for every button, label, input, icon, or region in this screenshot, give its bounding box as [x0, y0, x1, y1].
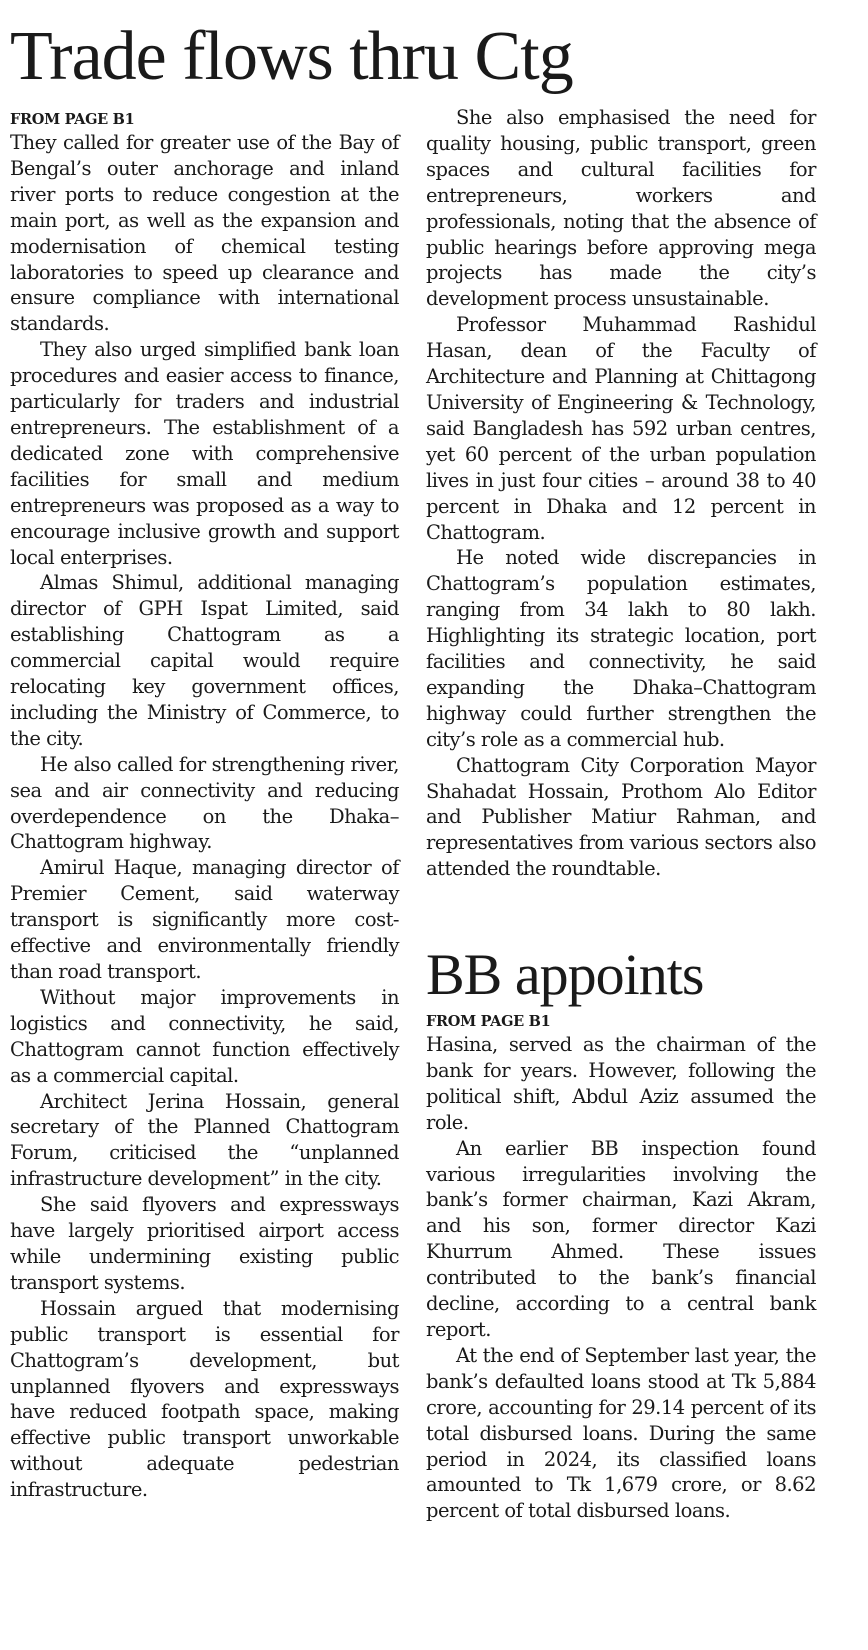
- article-paragraph: Hasina, served as the chairman of the bank for years. However, following the political shift, Abdul Aziz assumed the role.: [426, 1033, 816, 1134]
- article-paragraph: Chattogram City Corporation Mayor Shahadat Hossain, Prothom Alo Editor and Publisher Matiur Rahman, and representatives from various sectors also attended the roundtable.: [426, 753, 816, 881]
- article-paragraph: He noted wide discrepancies in Chattogram’s population estimates, ranging from 34 lakh to 80 lakh. Highlighting its strategic location, port facilities and connectivity, he said expanding the Dhaka–Chattogram highway could further strengthen the city’s role as a commercial hub.: [426, 546, 816, 751]
- article-paragraph: Amirul Haque, managing director of Premier Cement, said waterway transport is significantly more cost-effective and environmentally friendly than road transport.: [10, 856, 399, 983]
- article-paragraph: Almas Shimul, additional managing director of GPH Ispat Limited, said establishing Chattogram as a commercial capital would require relocating key government offices, including the Ministry of Commerce, to the city.: [10, 571, 399, 750]
- continuation-kicker: FROM PAGE B1: [10, 111, 135, 128]
- article-paragraph: She said flyovers and expressways have largely prioritised airport access while undermining existing public transport systems.: [10, 1193, 399, 1294]
- article-column-right: [426, 105, 816, 882]
- second-article-headline: BB appoints: [426, 942, 704, 1007]
- article-paragraph: She also emphasised the need for quality housing, public transport, green spaces and cultural facilities for entrepreneurs, workers and professionals, noting that the absence of public hearings before approving mega projects has made the city’s development process unsustainable.: [426, 106, 816, 311]
- article-paragraph: At the end of September last year, the bank’s defaulted loans stood at Tk 5,884 crore, accounting for 29.14 percent of its total disbursed loans. During the same period in 2024, its classified loans amounted to Tk 1,679 crore, or 8.62 percent of total disbursed loans.: [426, 1343, 816, 1523]
- article-paragraph: Architect Jerina Hossain, general secretary of the Planned Chattogram Forum, criticised the “unplanned infrastructure development” in the city.: [10, 1089, 399, 1191]
- article-paragraph: He also called for strengthening river, sea and air connectivity and reducing overdependence on the Dhaka–Chattogram highway.: [10, 752, 399, 854]
- second-article-body: [426, 1013, 816, 1524]
- article-paragraph: An earlier BB inspection found various irregularities involving the bank’s former chairman, Kazi Akram, and his son, former director Kazi Khurrum Ahmed. These issues contributed to the bank’s financial decline, according to a central bank report.: [426, 1136, 816, 1341]
- article-paragraph: They also urged simplified bank loan procedures and easier access to finance, particularly for traders and industrial entrepreneurs. The establishment of a dedicated zone with comprehensive facilities for small and medium entrepreneurs was proposed as a way to encourage inclusive growth and support local enterprises.: [10, 338, 399, 569]
- article-headline: Trade flows thru Ctg: [10, 18, 573, 95]
- article-paragraph: Without major improvements in logistics and connectivity, he said, Chattogram cannot function effectively as a commercial capital.: [10, 985, 399, 1087]
- article-column-left: [10, 111, 399, 1503]
- continuation-kicker: FROM PAGE B1: [426, 1013, 551, 1030]
- article-paragraph: Hossain argued that modernising public transport is essential for Chattogram’s development, but unplanned flyovers and expressways have reduced footpath space, making effective public transport unworkable without adequate pedestrian infrastructure.: [10, 1296, 399, 1502]
- article-paragraph: They called for greater use of the Bay of Bengal’s outer anchorage and inland river ports to reduce congestion at the main port, as well as the expansion and modernisation of chemical testing laboratories to speed up clearance and ensure compliance with international standards.: [10, 131, 399, 336]
- article-paragraph: Professor Muhammad Rashidul Hasan, dean of the Faculty of Architecture and Planning at Chittagong University of Engineering & Technology, said Bangladesh has 592 urban centres, yet 60 percent of the urban population lives in just four cities – around 38 to 40 percent in Dhaka and 12 percent in Chattogram.: [426, 313, 816, 544]
